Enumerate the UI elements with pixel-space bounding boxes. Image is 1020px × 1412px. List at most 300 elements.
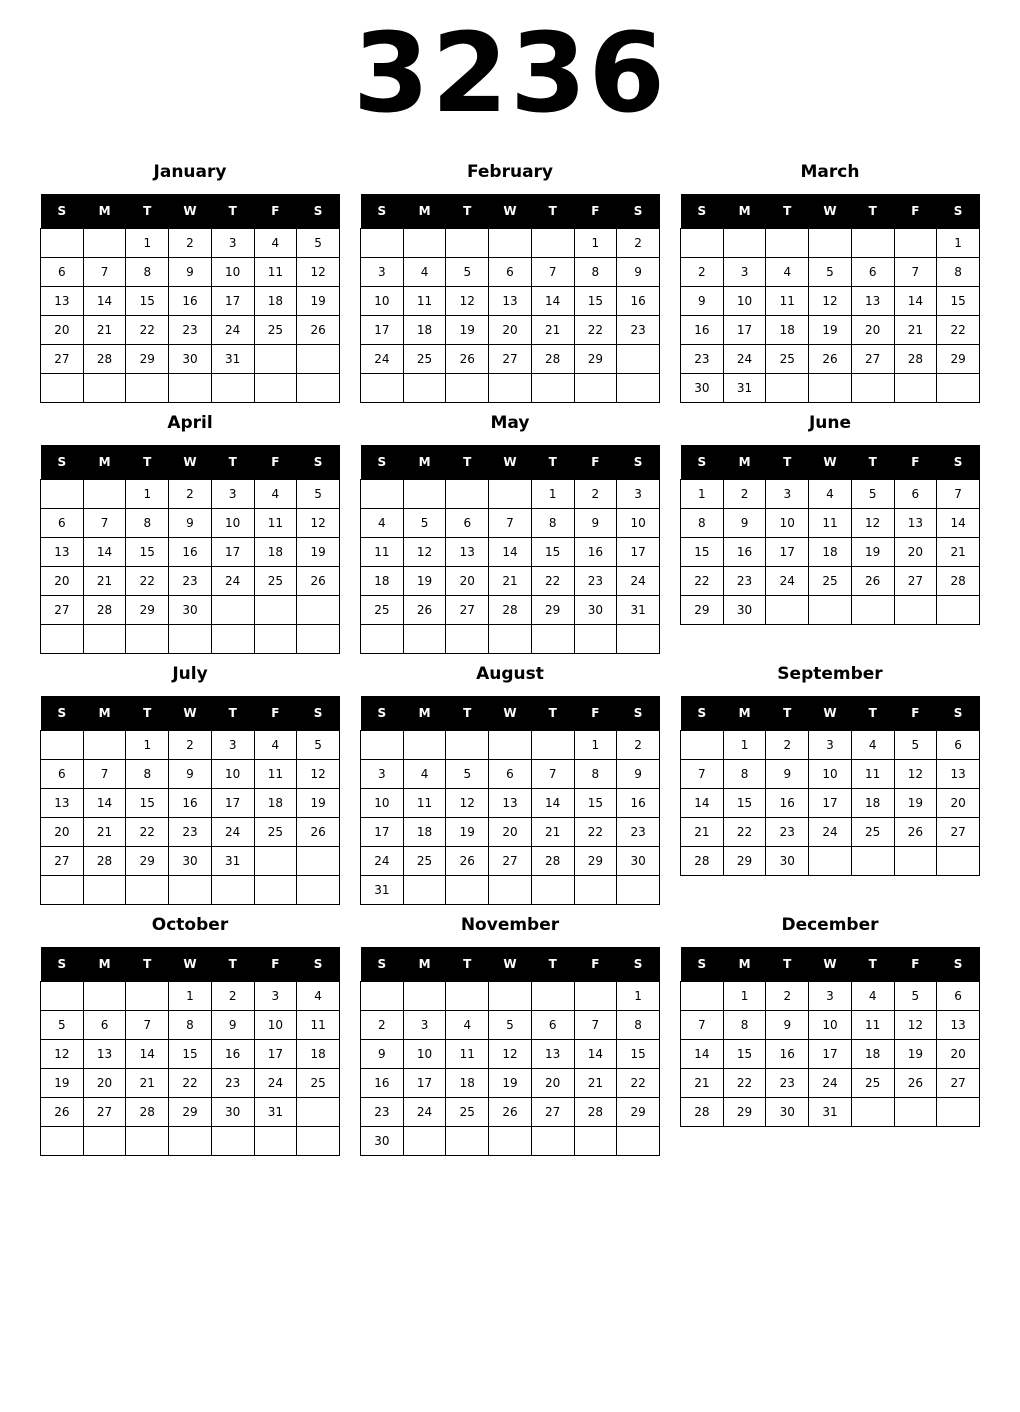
day-cell[interactable]: 21 xyxy=(681,1069,724,1098)
day-cell[interactable]: 16 xyxy=(617,789,660,818)
day-cell[interactable]: 9 xyxy=(169,258,212,287)
day-cell[interactable]: 18 xyxy=(851,1040,894,1069)
day-cell[interactable]: 2 xyxy=(723,480,766,509)
day-cell[interactable]: 6 xyxy=(531,1011,574,1040)
day-cell[interactable]: 26 xyxy=(446,847,489,876)
day-cell[interactable]: 10 xyxy=(361,789,404,818)
day-cell[interactable]: 28 xyxy=(83,345,126,374)
day-cell[interactable]: 3 xyxy=(361,258,404,287)
day-cell[interactable]: 2 xyxy=(681,258,724,287)
day-cell[interactable]: 28 xyxy=(574,1098,617,1127)
day-cell[interactable]: 20 xyxy=(894,538,937,567)
day-cell[interactable]: 24 xyxy=(211,316,254,345)
day-cell[interactable]: 11 xyxy=(361,538,404,567)
day-cell[interactable]: 28 xyxy=(531,345,574,374)
day-cell[interactable]: 1 xyxy=(126,480,169,509)
day-cell[interactable]: 27 xyxy=(41,345,84,374)
day-cell[interactable]: 23 xyxy=(211,1069,254,1098)
day-cell[interactable]: 28 xyxy=(531,847,574,876)
day-cell[interactable]: 12 xyxy=(851,509,894,538)
day-cell[interactable]: 2 xyxy=(574,480,617,509)
day-cell[interactable]: 3 xyxy=(809,982,852,1011)
day-cell[interactable]: 10 xyxy=(617,509,660,538)
day-cell[interactable]: 15 xyxy=(723,789,766,818)
day-cell[interactable]: 1 xyxy=(574,229,617,258)
day-cell[interactable]: 10 xyxy=(211,760,254,789)
day-cell[interactable]: 17 xyxy=(809,789,852,818)
day-cell[interactable]: 10 xyxy=(211,509,254,538)
day-cell[interactable]: 19 xyxy=(851,538,894,567)
day-cell[interactable]: 12 xyxy=(41,1040,84,1069)
day-cell[interactable]: 25 xyxy=(361,596,404,625)
day-cell[interactable]: 28 xyxy=(681,847,724,876)
day-cell[interactable]: 14 xyxy=(681,1040,724,1069)
day-cell[interactable]: 24 xyxy=(211,567,254,596)
day-cell[interactable]: 18 xyxy=(446,1069,489,1098)
day-cell[interactable]: 3 xyxy=(361,760,404,789)
day-cell[interactable]: 7 xyxy=(681,760,724,789)
day-cell[interactable]: 31 xyxy=(211,847,254,876)
day-cell[interactable]: 19 xyxy=(894,1040,937,1069)
day-cell[interactable]: 10 xyxy=(361,287,404,316)
day-cell[interactable]: 26 xyxy=(41,1098,84,1127)
day-cell[interactable]: 25 xyxy=(254,316,297,345)
day-cell[interactable]: 21 xyxy=(681,818,724,847)
day-cell[interactable]: 16 xyxy=(169,287,212,316)
day-cell[interactable]: 22 xyxy=(617,1069,660,1098)
day-cell[interactable]: 7 xyxy=(681,1011,724,1040)
day-cell[interactable]: 11 xyxy=(297,1011,340,1040)
day-cell[interactable]: 21 xyxy=(83,316,126,345)
day-cell[interactable]: 27 xyxy=(489,847,532,876)
day-cell[interactable]: 22 xyxy=(126,316,169,345)
day-cell[interactable]: 24 xyxy=(211,818,254,847)
day-cell[interactable]: 14 xyxy=(894,287,937,316)
day-cell[interactable]: 30 xyxy=(169,345,212,374)
day-cell[interactable]: 12 xyxy=(297,258,340,287)
day-cell[interactable]: 23 xyxy=(574,567,617,596)
day-cell[interactable]: 1 xyxy=(126,731,169,760)
day-cell[interactable]: 16 xyxy=(766,1040,809,1069)
day-cell[interactable]: 16 xyxy=(574,538,617,567)
day-cell[interactable]: 20 xyxy=(41,818,84,847)
day-cell[interactable]: 26 xyxy=(894,818,937,847)
day-cell[interactable]: 18 xyxy=(809,538,852,567)
day-cell[interactable]: 8 xyxy=(681,509,724,538)
day-cell[interactable]: 3 xyxy=(403,1011,446,1040)
day-cell[interactable]: 2 xyxy=(361,1011,404,1040)
day-cell[interactable]: 23 xyxy=(681,345,724,374)
day-cell[interactable]: 11 xyxy=(254,509,297,538)
day-cell[interactable]: 12 xyxy=(809,287,852,316)
day-cell[interactable]: 29 xyxy=(126,847,169,876)
day-cell[interactable]: 5 xyxy=(894,731,937,760)
day-cell[interactable]: 3 xyxy=(211,480,254,509)
day-cell[interactable]: 14 xyxy=(489,538,532,567)
day-cell[interactable]: 14 xyxy=(574,1040,617,1069)
day-cell[interactable]: 26 xyxy=(403,596,446,625)
day-cell[interactable]: 5 xyxy=(297,229,340,258)
day-cell[interactable]: 31 xyxy=(617,596,660,625)
day-cell[interactable]: 11 xyxy=(851,760,894,789)
day-cell[interactable]: 3 xyxy=(766,480,809,509)
day-cell[interactable]: 15 xyxy=(169,1040,212,1069)
day-cell[interactable]: 6 xyxy=(937,731,980,760)
day-cell[interactable]: 24 xyxy=(361,345,404,374)
day-cell[interactable]: 4 xyxy=(851,982,894,1011)
day-cell[interactable]: 2 xyxy=(211,982,254,1011)
day-cell[interactable]: 29 xyxy=(574,345,617,374)
day-cell[interactable]: 7 xyxy=(937,480,980,509)
day-cell[interactable]: 11 xyxy=(766,287,809,316)
day-cell[interactable]: 18 xyxy=(254,287,297,316)
day-cell[interactable]: 17 xyxy=(617,538,660,567)
day-cell[interactable]: 27 xyxy=(83,1098,126,1127)
day-cell[interactable]: 29 xyxy=(617,1098,660,1127)
day-cell[interactable]: 30 xyxy=(211,1098,254,1127)
day-cell[interactable]: 25 xyxy=(254,567,297,596)
day-cell[interactable]: 22 xyxy=(681,567,724,596)
day-cell[interactable]: 22 xyxy=(937,316,980,345)
day-cell[interactable]: 7 xyxy=(83,509,126,538)
day-cell[interactable]: 4 xyxy=(297,982,340,1011)
day-cell[interactable]: 10 xyxy=(723,287,766,316)
day-cell[interactable]: 6 xyxy=(894,480,937,509)
day-cell[interactable]: 11 xyxy=(403,789,446,818)
day-cell[interactable]: 18 xyxy=(254,789,297,818)
day-cell[interactable]: 5 xyxy=(809,258,852,287)
day-cell[interactable]: 30 xyxy=(169,847,212,876)
day-cell[interactable]: 23 xyxy=(617,818,660,847)
day-cell[interactable]: 6 xyxy=(41,258,84,287)
day-cell[interactable]: 30 xyxy=(574,596,617,625)
day-cell[interactable]: 27 xyxy=(937,1069,980,1098)
day-cell[interactable]: 1 xyxy=(126,229,169,258)
day-cell[interactable]: 3 xyxy=(254,982,297,1011)
day-cell[interactable]: 13 xyxy=(446,538,489,567)
day-cell[interactable]: 12 xyxy=(894,1011,937,1040)
day-cell[interactable]: 23 xyxy=(617,316,660,345)
day-cell[interactable]: 2 xyxy=(766,731,809,760)
day-cell[interactable]: 12 xyxy=(446,287,489,316)
day-cell[interactable]: 3 xyxy=(617,480,660,509)
day-cell[interactable]: 23 xyxy=(766,1069,809,1098)
day-cell[interactable]: 6 xyxy=(41,760,84,789)
day-cell[interactable]: 7 xyxy=(574,1011,617,1040)
day-cell[interactable]: 13 xyxy=(489,789,532,818)
day-cell[interactable]: 4 xyxy=(361,509,404,538)
day-cell[interactable]: 11 xyxy=(851,1011,894,1040)
day-cell[interactable]: 4 xyxy=(254,229,297,258)
day-cell[interactable]: 30 xyxy=(766,847,809,876)
day-cell[interactable]: 29 xyxy=(681,596,724,625)
day-cell[interactable]: 29 xyxy=(531,596,574,625)
day-cell[interactable]: 2 xyxy=(617,731,660,760)
day-cell[interactable]: 18 xyxy=(403,316,446,345)
day-cell[interactable]: 19 xyxy=(446,316,489,345)
day-cell[interactable]: 13 xyxy=(937,760,980,789)
day-cell[interactable]: 5 xyxy=(489,1011,532,1040)
day-cell[interactable]: 18 xyxy=(297,1040,340,1069)
day-cell[interactable]: 11 xyxy=(254,258,297,287)
day-cell[interactable]: 20 xyxy=(531,1069,574,1098)
day-cell[interactable]: 4 xyxy=(403,760,446,789)
day-cell[interactable]: 16 xyxy=(169,538,212,567)
day-cell[interactable]: 8 xyxy=(723,760,766,789)
day-cell[interactable]: 4 xyxy=(851,731,894,760)
day-cell[interactable]: 17 xyxy=(766,538,809,567)
day-cell[interactable]: 21 xyxy=(574,1069,617,1098)
day-cell[interactable]: 28 xyxy=(681,1098,724,1127)
day-cell[interactable]: 1 xyxy=(723,982,766,1011)
day-cell[interactable]: 17 xyxy=(361,316,404,345)
day-cell[interactable]: 7 xyxy=(83,258,126,287)
day-cell[interactable]: 26 xyxy=(851,567,894,596)
day-cell[interactable]: 12 xyxy=(489,1040,532,1069)
day-cell[interactable]: 31 xyxy=(211,345,254,374)
day-cell[interactable]: 26 xyxy=(297,818,340,847)
day-cell[interactable]: 16 xyxy=(617,287,660,316)
day-cell[interactable]: 10 xyxy=(809,760,852,789)
day-cell[interactable]: 1 xyxy=(574,731,617,760)
day-cell[interactable]: 20 xyxy=(41,567,84,596)
day-cell[interactable]: 25 xyxy=(851,1069,894,1098)
day-cell[interactable]: 16 xyxy=(361,1069,404,1098)
day-cell[interactable]: 5 xyxy=(403,509,446,538)
day-cell[interactable]: 23 xyxy=(169,818,212,847)
day-cell[interactable]: 22 xyxy=(574,316,617,345)
day-cell[interactable]: 4 xyxy=(254,480,297,509)
day-cell[interactable]: 18 xyxy=(254,538,297,567)
day-cell[interactable]: 3 xyxy=(809,731,852,760)
day-cell[interactable]: 4 xyxy=(254,731,297,760)
day-cell[interactable]: 16 xyxy=(766,789,809,818)
day-cell[interactable]: 20 xyxy=(937,1040,980,1069)
day-cell[interactable]: 29 xyxy=(126,596,169,625)
day-cell[interactable]: 13 xyxy=(531,1040,574,1069)
day-cell[interactable]: 16 xyxy=(169,789,212,818)
day-cell[interactable]: 1 xyxy=(531,480,574,509)
day-cell[interactable]: 8 xyxy=(723,1011,766,1040)
day-cell[interactable]: 10 xyxy=(403,1040,446,1069)
day-cell[interactable]: 2 xyxy=(169,731,212,760)
day-cell[interactable]: 7 xyxy=(126,1011,169,1040)
day-cell[interactable]: 25 xyxy=(403,847,446,876)
day-cell[interactable]: 26 xyxy=(489,1098,532,1127)
day-cell[interactable]: 28 xyxy=(489,596,532,625)
day-cell[interactable]: 17 xyxy=(723,316,766,345)
day-cell[interactable]: 5 xyxy=(446,760,489,789)
day-cell[interactable]: 19 xyxy=(446,818,489,847)
day-cell[interactable]: 14 xyxy=(126,1040,169,1069)
day-cell[interactable]: 21 xyxy=(489,567,532,596)
day-cell[interactable]: 22 xyxy=(574,818,617,847)
day-cell[interactable]: 17 xyxy=(211,538,254,567)
day-cell[interactable]: 4 xyxy=(809,480,852,509)
day-cell[interactable]: 6 xyxy=(851,258,894,287)
day-cell[interactable]: 22 xyxy=(126,818,169,847)
day-cell[interactable]: 23 xyxy=(766,818,809,847)
day-cell[interactable]: 21 xyxy=(83,567,126,596)
day-cell[interactable]: 30 xyxy=(169,596,212,625)
day-cell[interactable]: 8 xyxy=(531,509,574,538)
day-cell[interactable]: 27 xyxy=(446,596,489,625)
day-cell[interactable]: 6 xyxy=(489,258,532,287)
day-cell[interactable]: 11 xyxy=(254,760,297,789)
day-cell[interactable]: 10 xyxy=(211,258,254,287)
day-cell[interactable]: 29 xyxy=(574,847,617,876)
day-cell[interactable]: 17 xyxy=(211,287,254,316)
day-cell[interactable]: 20 xyxy=(937,789,980,818)
day-cell[interactable]: 20 xyxy=(41,316,84,345)
day-cell[interactable]: 4 xyxy=(403,258,446,287)
day-cell[interactable]: 13 xyxy=(894,509,937,538)
day-cell[interactable]: 8 xyxy=(126,760,169,789)
day-cell[interactable]: 21 xyxy=(937,538,980,567)
day-cell[interactable]: 14 xyxy=(83,789,126,818)
day-cell[interactable]: 14 xyxy=(937,509,980,538)
day-cell[interactable]: 11 xyxy=(403,287,446,316)
day-cell[interactable]: 7 xyxy=(531,258,574,287)
day-cell[interactable]: 7 xyxy=(531,760,574,789)
day-cell[interactable]: 20 xyxy=(489,818,532,847)
day-cell[interactable]: 8 xyxy=(126,509,169,538)
day-cell[interactable]: 22 xyxy=(723,1069,766,1098)
day-cell[interactable]: 16 xyxy=(681,316,724,345)
day-cell[interactable]: 12 xyxy=(403,538,446,567)
day-cell[interactable]: 9 xyxy=(169,509,212,538)
day-cell[interactable]: 8 xyxy=(169,1011,212,1040)
day-cell[interactable]: 13 xyxy=(83,1040,126,1069)
day-cell[interactable]: 29 xyxy=(723,847,766,876)
day-cell[interactable]: 8 xyxy=(126,258,169,287)
day-cell[interactable]: 24 xyxy=(723,345,766,374)
day-cell[interactable]: 12 xyxy=(446,789,489,818)
day-cell[interactable]: 7 xyxy=(489,509,532,538)
day-cell[interactable]: 19 xyxy=(297,287,340,316)
day-cell[interactable]: 27 xyxy=(851,345,894,374)
day-cell[interactable]: 27 xyxy=(937,818,980,847)
day-cell[interactable]: 3 xyxy=(211,731,254,760)
day-cell[interactable]: 24 xyxy=(766,567,809,596)
day-cell[interactable]: 21 xyxy=(126,1069,169,1098)
day-cell[interactable]: 22 xyxy=(126,567,169,596)
day-cell[interactable]: 2 xyxy=(766,982,809,1011)
day-cell[interactable]: 19 xyxy=(297,538,340,567)
day-cell[interactable]: 14 xyxy=(681,789,724,818)
day-cell[interactable]: 25 xyxy=(254,818,297,847)
day-cell[interactable]: 31 xyxy=(254,1098,297,1127)
day-cell[interactable]: 28 xyxy=(83,847,126,876)
day-cell[interactable]: 28 xyxy=(894,345,937,374)
day-cell[interactable]: 11 xyxy=(809,509,852,538)
day-cell[interactable]: 9 xyxy=(766,760,809,789)
day-cell[interactable]: 19 xyxy=(809,316,852,345)
day-cell[interactable]: 25 xyxy=(403,345,446,374)
day-cell[interactable]: 8 xyxy=(574,258,617,287)
day-cell[interactable]: 9 xyxy=(681,287,724,316)
day-cell[interactable]: 13 xyxy=(41,789,84,818)
day-cell[interactable]: 27 xyxy=(41,596,84,625)
day-cell[interactable]: 26 xyxy=(297,316,340,345)
day-cell[interactable]: 13 xyxy=(937,1011,980,1040)
day-cell[interactable]: 17 xyxy=(809,1040,852,1069)
day-cell[interactable]: 19 xyxy=(489,1069,532,1098)
day-cell[interactable]: 23 xyxy=(361,1098,404,1127)
day-cell[interactable]: 29 xyxy=(169,1098,212,1127)
day-cell[interactable]: 1 xyxy=(723,731,766,760)
day-cell[interactable]: 30 xyxy=(723,596,766,625)
day-cell[interactable]: 11 xyxy=(446,1040,489,1069)
day-cell[interactable]: 8 xyxy=(574,760,617,789)
day-cell[interactable]: 26 xyxy=(446,345,489,374)
day-cell[interactable]: 21 xyxy=(894,316,937,345)
day-cell[interactable]: 5 xyxy=(297,731,340,760)
day-cell[interactable]: 15 xyxy=(574,789,617,818)
day-cell[interactable]: 29 xyxy=(723,1098,766,1127)
day-cell[interactable]: 26 xyxy=(894,1069,937,1098)
day-cell[interactable]: 17 xyxy=(403,1069,446,1098)
day-cell[interactable]: 10 xyxy=(766,509,809,538)
day-cell[interactable]: 14 xyxy=(83,287,126,316)
day-cell[interactable]: 2 xyxy=(169,229,212,258)
day-cell[interactable]: 4 xyxy=(766,258,809,287)
day-cell[interactable]: 16 xyxy=(211,1040,254,1069)
day-cell[interactable]: 26 xyxy=(809,345,852,374)
day-cell[interactable]: 14 xyxy=(531,789,574,818)
day-cell[interactable]: 6 xyxy=(489,760,532,789)
day-cell[interactable]: 16 xyxy=(723,538,766,567)
day-cell[interactable]: 17 xyxy=(211,789,254,818)
day-cell[interactable]: 20 xyxy=(446,567,489,596)
day-cell[interactable]: 14 xyxy=(83,538,126,567)
day-cell[interactable]: 30 xyxy=(681,374,724,403)
day-cell[interactable]: 25 xyxy=(446,1098,489,1127)
day-cell[interactable]: 20 xyxy=(489,316,532,345)
day-cell[interactable]: 15 xyxy=(937,287,980,316)
day-cell[interactable]: 2 xyxy=(617,229,660,258)
day-cell[interactable]: 25 xyxy=(766,345,809,374)
day-cell[interactable]: 9 xyxy=(617,258,660,287)
day-cell[interactable]: 15 xyxy=(126,789,169,818)
day-cell[interactable]: 8 xyxy=(617,1011,660,1040)
day-cell[interactable]: 15 xyxy=(681,538,724,567)
day-cell[interactable]: 7 xyxy=(894,258,937,287)
day-cell[interactable]: 22 xyxy=(723,818,766,847)
day-cell[interactable]: 5 xyxy=(894,982,937,1011)
day-cell[interactable]: 12 xyxy=(297,760,340,789)
day-cell[interactable]: 12 xyxy=(297,509,340,538)
day-cell[interactable]: 27 xyxy=(489,345,532,374)
day-cell[interactable]: 1 xyxy=(169,982,212,1011)
day-cell[interactable]: 12 xyxy=(894,760,937,789)
day-cell[interactable]: 9 xyxy=(574,509,617,538)
day-cell[interactable]: 29 xyxy=(937,345,980,374)
day-cell[interactable]: 3 xyxy=(211,229,254,258)
day-cell[interactable]: 27 xyxy=(894,567,937,596)
day-cell[interactable]: 2 xyxy=(169,480,212,509)
day-cell[interactable]: 1 xyxy=(681,480,724,509)
day-cell[interactable]: 15 xyxy=(126,538,169,567)
day-cell[interactable]: 24 xyxy=(403,1098,446,1127)
day-cell[interactable]: 19 xyxy=(41,1069,84,1098)
day-cell[interactable]: 24 xyxy=(617,567,660,596)
day-cell[interactable]: 17 xyxy=(254,1040,297,1069)
day-cell[interactable]: 15 xyxy=(574,287,617,316)
day-cell[interactable]: 19 xyxy=(297,789,340,818)
day-cell[interactable]: 9 xyxy=(361,1040,404,1069)
day-cell[interactable]: 22 xyxy=(169,1069,212,1098)
